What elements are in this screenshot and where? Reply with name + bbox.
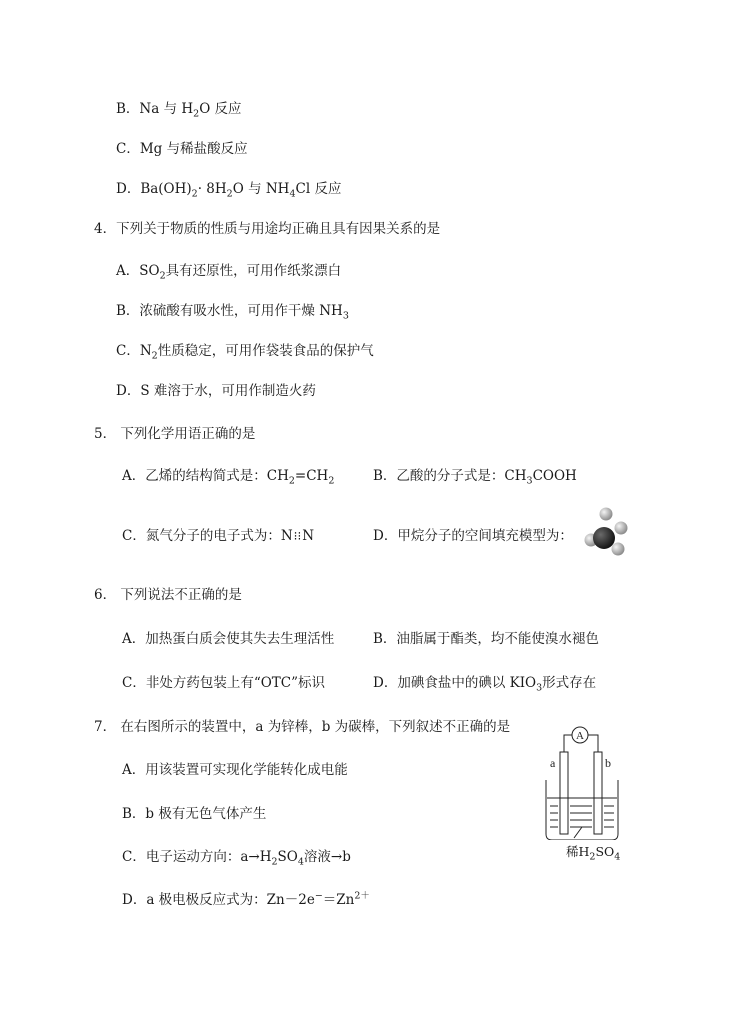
q4-option-b: B．浓硫酸有吸水性，可用作干燥 $NH_3$	[116, 303, 349, 322]
galvanic-cell-diagram	[540, 720, 630, 840]
q4-option-a: A．$SO_2$具有还原性，可用作纸浆漂白	[116, 263, 342, 282]
q5-option-d: D．甲烷分子的空间填充模型为：	[373, 528, 573, 544]
q7-option-a: A．用该装置可实现化学能转化成电能	[122, 762, 348, 778]
dilute-sulfuric-acid-label: 稀$H_2SO_4$	[566, 844, 621, 863]
q3-option-c: C．Mg 与稀盐酸反应	[116, 141, 248, 157]
methane-model-image	[582, 505, 632, 559]
q5-stem: 5． 下列化学用语正确的是	[94, 426, 256, 442]
q6-option-b: B．油脂属于酯类，均不能使溴水褪色	[373, 631, 599, 647]
q5-option-b: B．乙酸的分子式是：$CH_3COOH$	[373, 468, 577, 487]
q3-option-d: D．$Ba(OH)_2\cdot 8H_2O$ 与 $NH_4Cl$ 反应	[116, 181, 342, 200]
q7-option-c: C．电子运动方向：$a\to H_2SO_4$溶液→b	[122, 849, 351, 868]
q6-option-c: C．非处方药包装上有“OTC”标识	[122, 675, 326, 691]
ammeter-label: A	[576, 730, 584, 742]
q6-stem: 6． 下列说法不正确的是	[94, 587, 242, 603]
q6-option-d: D．加碘食盐中的碘以 $KIO_3$形式存在	[373, 675, 597, 694]
electrode-b-label: b	[605, 756, 611, 770]
q6-option-a: A．加热蛋白质会使其失去生理活性	[122, 631, 335, 647]
electrode-a-label: a	[550, 756, 556, 770]
q7-option-d: D．a 极电极反应式为：$Zn-2e^-=Zn^{2+}$	[122, 890, 370, 908]
q4-option-d: D．S 难溶于水，可用作制造火药	[116, 383, 316, 399]
q7-option-b: B．b 极有无色气体产生	[122, 806, 267, 822]
q5-option-c: C．氮气分子的电子式为：N⁝⁝N	[122, 528, 315, 544]
q4-option-c: C．$N_2$性质稳定，可用作袋装食品的保护气	[116, 343, 374, 362]
q5-option-a: A．乙烯的结构简式是：$CH_2=CH_2$	[122, 468, 335, 487]
q7-stem: 7． 在右图所示的装置中，a 为锌棒，b 为碳棒，下列叙述不正确的是	[94, 719, 511, 735]
q3-option-b: B．Na 与 $H_2O$ 反应	[116, 101, 242, 120]
q4-stem: 4．下列关于物质的性质与用途均正确且具有因果关系的是	[94, 221, 441, 237]
